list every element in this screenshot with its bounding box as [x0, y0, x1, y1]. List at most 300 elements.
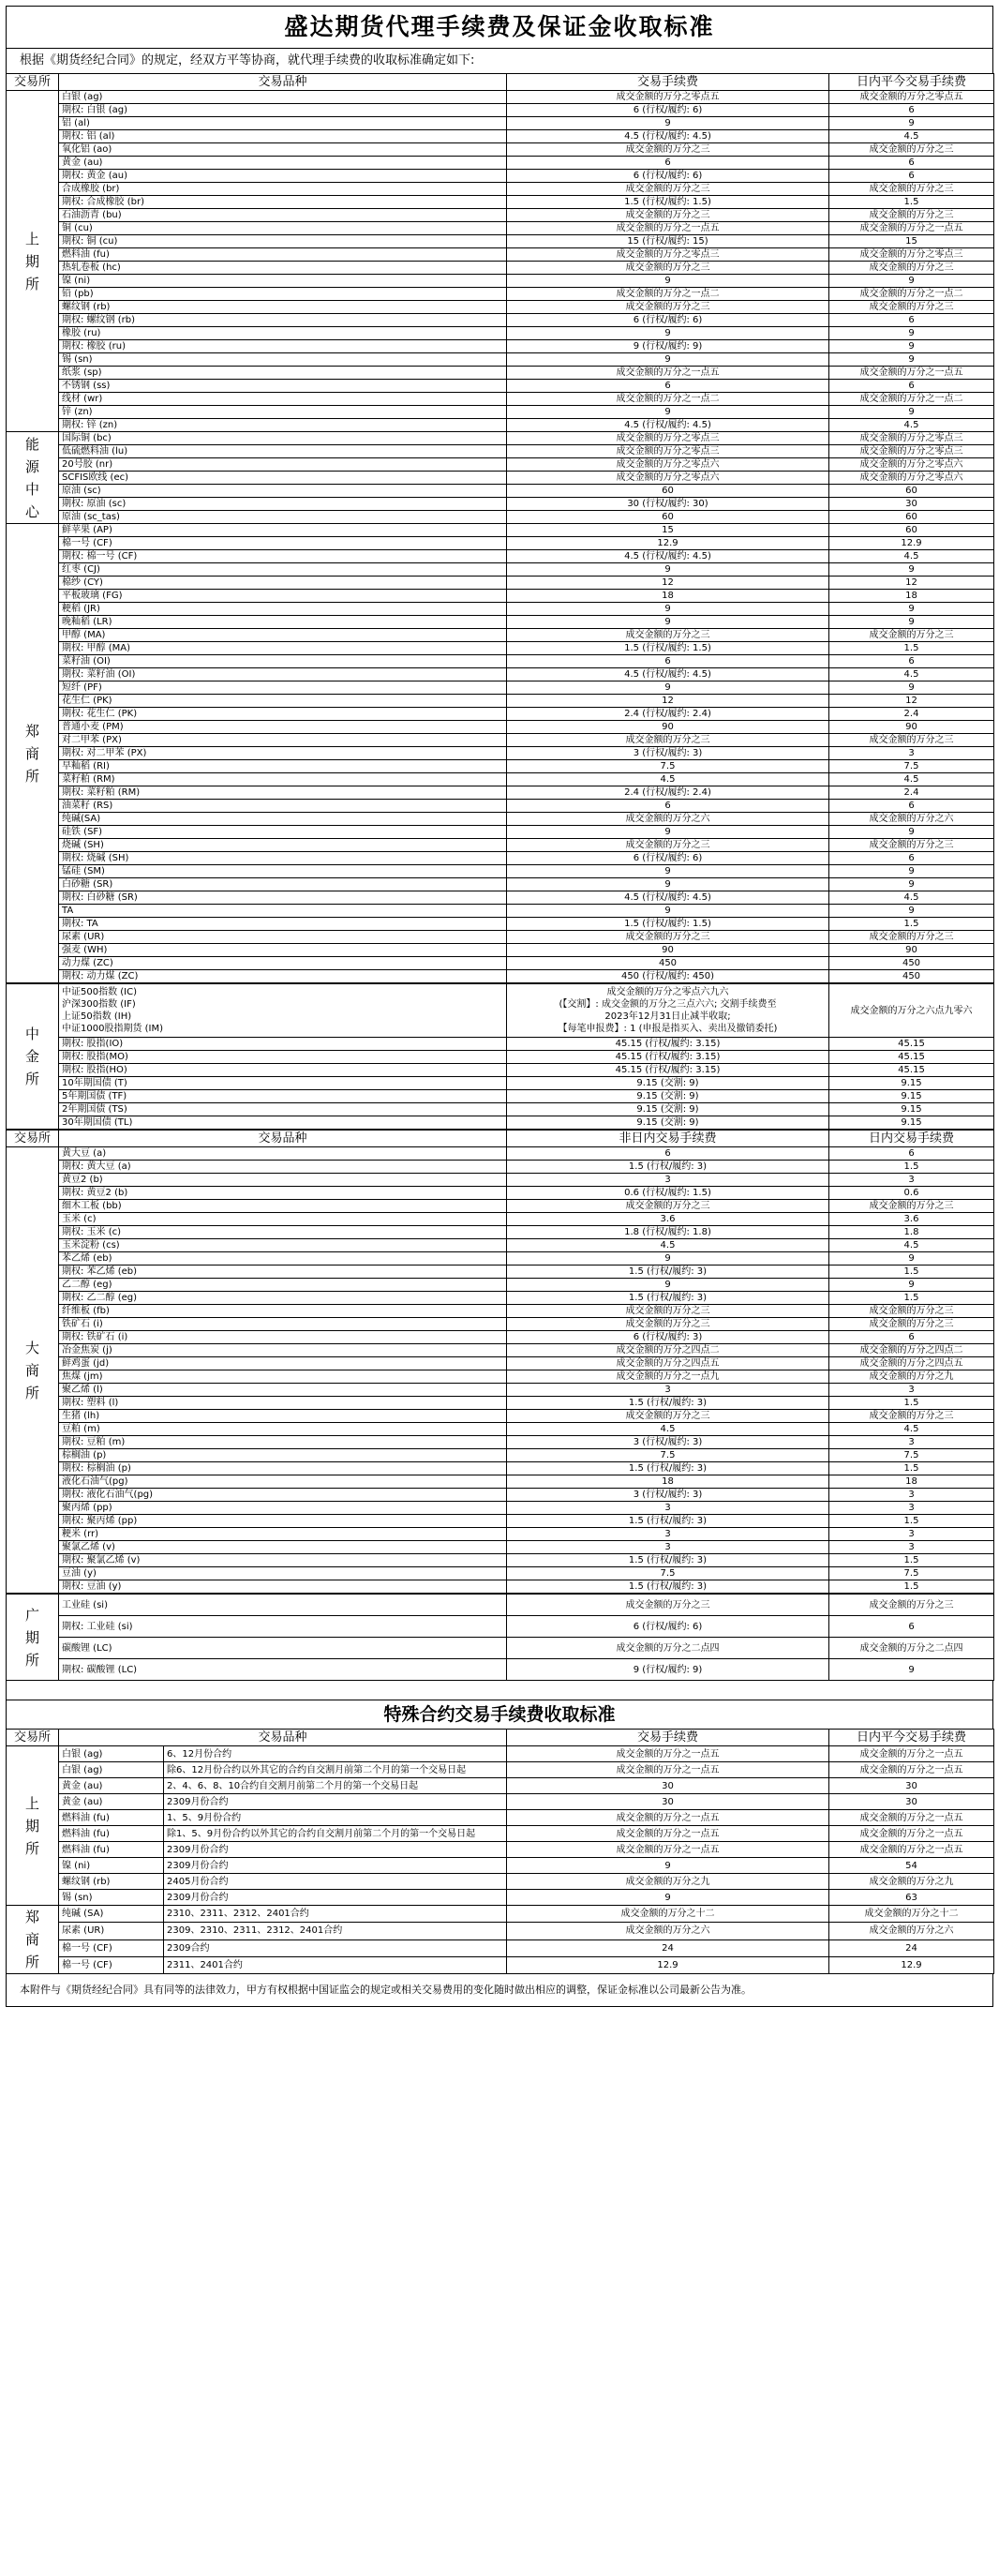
- table-row: [7, 1475, 994, 1489]
- product-cell: 线材 (wr): [59, 393, 507, 406]
- product-cell: 期权: 橡胶 (ru): [59, 340, 507, 353]
- fee-cell: 9: [507, 275, 829, 288]
- product-cell: 期权: 螺纹钢 (rb): [59, 314, 507, 327]
- intraday-fee-cell: 4.5: [829, 891, 994, 905]
- table-row: [7, 1541, 994, 1554]
- table-row: [7, 878, 994, 891]
- product-cell: 苯乙烯 (eb): [59, 1252, 507, 1266]
- product-cell: 期权: 铝 (al): [59, 130, 507, 143]
- fee-cell: 6 (行权/履约: 6): [507, 852, 829, 865]
- fee-cell: 60: [507, 511, 829, 524]
- intraday-fee-cell: 4.5: [829, 419, 994, 432]
- fee-cell: 450 (行权/履约: 450): [507, 970, 829, 983]
- fee-cell: 成交金额的万分之一点五: [507, 222, 829, 235]
- intraday-fee-cell: 450: [829, 957, 994, 970]
- exchange-cell: [7, 984, 59, 1130]
- product-cell: 晚籼稻 (LR): [59, 616, 507, 629]
- intraday-fee-cell: 成交金额的万分之一点五: [829, 1762, 994, 1778]
- contract-cell: 除6、12月份合约以外其它的合约自交割月前第二个月的第一个交易日起: [164, 1762, 507, 1778]
- table-row: [7, 367, 994, 380]
- intraday-fee-cell: 成交金额的万分之零点六: [829, 458, 994, 472]
- intraday-fee-cell: 9: [829, 1659, 994, 1681]
- product-cell: 期权: 豆油 (y): [59, 1580, 507, 1594]
- intraday-fee-cell: 63: [829, 1890, 994, 1906]
- fee-cell: 3: [507, 1502, 829, 1515]
- fee-cell: 12: [507, 577, 829, 590]
- product-cell: 燃料油 (fu): [59, 248, 507, 262]
- product-cell: 2年期国债 (TS): [59, 1103, 507, 1116]
- index-product: 上证50指数 (IH): [62, 1011, 132, 1022]
- fee-cell: 6 (行权/履约: 3): [507, 1331, 829, 1344]
- main-fee-table: [6, 73, 994, 983]
- table-row: [7, 760, 994, 773]
- intraday-fee-cell: 45.15: [829, 1064, 994, 1077]
- product-cell: 期权: 液化石油气(pg): [59, 1489, 507, 1502]
- fee-cell: 成交金额的万分之一点五: [507, 1762, 829, 1778]
- product-cell: 铅 (pb): [59, 288, 507, 301]
- fee-cell: 成交金额的万分之六: [507, 813, 829, 826]
- intraday-fee-cell: 12: [829, 577, 994, 590]
- product-cell: 硅铁 (SF): [59, 826, 507, 839]
- intraday-fee-cell: 6: [829, 1331, 994, 1344]
- fee-cell: 1.5 (行权/履约: 3): [507, 1161, 829, 1174]
- product-cell: 白砂糖 (SR): [59, 878, 507, 891]
- fee-cell: 成交金额的万分之三: [507, 262, 829, 275]
- intraday-fee-cell: 成交金额的万分之三: [829, 1410, 994, 1423]
- fee-cell: 18: [507, 590, 829, 603]
- fee-cell: 6 (行权/履约: 6): [507, 104, 829, 117]
- product-cell: 铁矿石 (i): [59, 1318, 507, 1331]
- table-row: [7, 248, 994, 262]
- product-cell: [59, 984, 507, 1038]
- fee-cell: 9 (行权/履约: 9): [507, 1659, 829, 1681]
- product-cell: 黄金 (au): [59, 157, 507, 170]
- table-row: [7, 1746, 994, 1762]
- fee-cell: 1.5 (行权/履约: 3): [507, 1554, 829, 1567]
- product-cell: 期权: 塑料 (l): [59, 1397, 507, 1410]
- fee-cell: 4.5 (行权/履约: 4.5): [507, 891, 829, 905]
- table-row: [7, 511, 994, 524]
- product-cell: 纯碱 (SA): [59, 1906, 164, 1923]
- fee-cell: 1.8 (行权/履约: 1.8): [507, 1226, 829, 1239]
- intraday-fee-cell: 2.4: [829, 708, 994, 721]
- intraday-fee-cell: 9: [829, 353, 994, 367]
- exchange-name: 广期所: [24, 1606, 39, 1669]
- table-row: [7, 458, 994, 472]
- table-row: [7, 1810, 994, 1826]
- table-row: [7, 747, 994, 760]
- fee-cell: 3 (行权/履约: 3): [507, 1436, 829, 1449]
- product-cell: 烧碱 (SH): [59, 839, 507, 852]
- fee-cell: 45.15 (行权/履约: 3.15): [507, 1051, 829, 1064]
- exchange-name: 大商所: [24, 1339, 39, 1401]
- product-cell: 白银 (ag): [59, 1762, 164, 1778]
- table-row: [7, 1331, 994, 1344]
- table-row: [7, 1279, 994, 1292]
- intraday-fee-cell: 6: [829, 852, 994, 865]
- intraday-fee-cell: 9: [829, 563, 994, 577]
- product-cell: 普通小麦 (PM): [59, 721, 507, 734]
- table-row: [7, 786, 994, 800]
- fee-cell: 6: [507, 380, 829, 393]
- exchange-cell: [7, 1147, 59, 1594]
- intraday-fee-cell: 3: [829, 1174, 994, 1187]
- product-cell: 铜 (cu): [59, 222, 507, 235]
- table-row: [7, 183, 994, 196]
- product-cell: 棉一号 (CF): [59, 537, 507, 550]
- intraday-fee-cell: 6: [829, 1147, 994, 1161]
- product-cell: 期权: 棉一号 (CF): [59, 550, 507, 563]
- table-row: [7, 1939, 994, 1956]
- fee-cell: 1.5 (行权/履约: 3): [507, 1397, 829, 1410]
- product-cell: 锡 (sn): [59, 353, 507, 367]
- product-cell: 短纤 (PF): [59, 681, 507, 695]
- intraday-fee-cell: 15: [829, 235, 994, 248]
- fee-cell: 1.5 (行权/履约: 3): [507, 1292, 829, 1305]
- header-exchange: 交易所: [7, 1730, 59, 1746]
- table-row: [7, 1226, 994, 1239]
- product-cell: 黄金 (au): [59, 1778, 164, 1794]
- fee-cell: 成交金额的万分之三: [507, 1318, 829, 1331]
- fee-cell: 成交金额的万分之一点五: [507, 367, 829, 380]
- fee-cell: 4.5: [507, 1423, 829, 1436]
- intraday-fee-cell: 成交金额的万分之四点二: [829, 1344, 994, 1357]
- table-row: [7, 681, 994, 695]
- product-cell: 白银 (ag): [59, 1746, 164, 1762]
- table-row: [7, 1174, 994, 1187]
- product-cell: 期权: 铁矿石 (i): [59, 1331, 507, 1344]
- product-cell: 乙二醇 (eg): [59, 1279, 507, 1292]
- exchange-name: 中金所: [24, 1026, 39, 1087]
- intraday-fee-cell: 24: [829, 1939, 994, 1956]
- fee-cell: 30: [507, 1778, 829, 1794]
- product-cell: 20号胶 (nr): [59, 458, 507, 472]
- intraday-fee-cell: 7.5: [829, 1449, 994, 1462]
- fee-cell: 成交金额的万分之零点三: [507, 445, 829, 458]
- table-row: [7, 301, 994, 314]
- product-cell: 期权: 黄豆2 (b): [59, 1187, 507, 1200]
- intraday-fee-cell: 9.15: [829, 1116, 994, 1130]
- fee-cell: 9: [507, 327, 829, 340]
- intraday-fee-cell: 成交金额的万分之零点三: [829, 432, 994, 445]
- fee-cell: 成交金额的万分之三: [507, 629, 829, 642]
- header-exchange: 交易所: [7, 74, 59, 91]
- fee-cell: 6: [507, 655, 829, 668]
- product-cell: 期权: 豆粕 (m): [59, 1436, 507, 1449]
- fee-cell: 3 (行权/履约: 3): [507, 747, 829, 760]
- table-row: [7, 1064, 994, 1077]
- table-row: [7, 603, 994, 616]
- exchange-cell: [7, 1746, 59, 1906]
- intraday-fee-cell: 成交金额的万分之一点二: [829, 393, 994, 406]
- table-row: [7, 1489, 994, 1502]
- intraday-fee-cell: 成交金额的万分之一点五: [829, 222, 994, 235]
- table-row: [7, 275, 994, 288]
- product-cell: 期权: 碳酸锂 (LC): [59, 1659, 507, 1681]
- fee-cell: 9.15 (交割: 9): [507, 1090, 829, 1103]
- table-row: [7, 419, 994, 432]
- table-row: [7, 1051, 994, 1064]
- fee-cell: 成交金额的万分之三: [507, 931, 829, 944]
- table-row: [7, 1890, 994, 1906]
- table-row: [7, 1502, 994, 1515]
- contract-cell: 2309月份合约: [164, 1858, 507, 1874]
- intraday-fee-cell: 1.5: [829, 642, 994, 655]
- intraday-fee-cell: 成交金额的万分之三: [829, 301, 994, 314]
- table-row: [7, 445, 994, 458]
- table-row: [7, 1357, 994, 1370]
- table-row: [7, 550, 994, 563]
- product-cell: 30年期国债 (TL): [59, 1116, 507, 1130]
- table-row: [7, 1595, 994, 1616]
- intraday-fee-cell: 9: [829, 603, 994, 616]
- fee-cell: 12.9: [507, 537, 829, 550]
- table-row: [7, 353, 994, 367]
- table-row: [7, 984, 994, 1038]
- table-row: [7, 1956, 994, 1973]
- intraday-fee-cell: 成交金额的万分之三: [829, 1318, 994, 1331]
- table-row: [7, 1554, 994, 1567]
- product-cell: 燃料油 (fu): [59, 1842, 164, 1858]
- table-row: [7, 209, 994, 222]
- table-row: [7, 629, 994, 642]
- table-row: [7, 157, 994, 170]
- product-cell: 鲜鸡蛋 (jd): [59, 1357, 507, 1370]
- fee-cell: 成交金额的万分之四点五: [507, 1357, 829, 1370]
- intraday-fee-cell: 9.15: [829, 1090, 994, 1103]
- fee-cell: 3: [507, 1174, 829, 1187]
- fee-cell: 1.5 (行权/履约: 3): [507, 1580, 829, 1594]
- intraday-fee-cell: 成交金额的万分之三: [829, 931, 994, 944]
- fee-cell: 3: [507, 1384, 829, 1397]
- fee-cell: 成交金额的万分之三: [507, 1200, 829, 1213]
- fee-cell: 12: [507, 695, 829, 708]
- product-cell: 期权: 白砂糖 (SR): [59, 891, 507, 905]
- product-cell: 聚氯乙烯 (v): [59, 1541, 507, 1554]
- table-row: [7, 1103, 994, 1116]
- fee-cell: 成交金额的万分之零点三: [507, 248, 829, 262]
- intraday-fee-cell: 9: [829, 905, 994, 918]
- intraday-fee-cell: 60: [829, 485, 994, 498]
- product-cell: 期权: 黄金 (au): [59, 170, 507, 183]
- fee-cell: 成交金额的万分之三: [507, 839, 829, 852]
- table-row: [7, 773, 994, 786]
- intraday-fee-cell: 1.5: [829, 1161, 994, 1174]
- fee-cell: 24: [507, 1939, 829, 1956]
- fee-cell: 9: [507, 905, 829, 918]
- intraday-fee-cell: 12.9: [829, 537, 994, 550]
- table-row: [7, 957, 994, 970]
- intraday-fee-cell: 成交金额的万分之六: [829, 813, 994, 826]
- product-cell: 期权: 苯乙烯 (eb): [59, 1266, 507, 1279]
- table-row: [7, 1318, 994, 1331]
- intraday-fee-cell: 30: [829, 498, 994, 511]
- table-row: [7, 406, 994, 419]
- intraday-fee-cell: 9.15: [829, 1103, 994, 1116]
- intraday-fee-cell: 12: [829, 695, 994, 708]
- fee-cell: 7.5: [507, 1567, 829, 1580]
- product-cell: 期权: 烧碱 (SH): [59, 852, 507, 865]
- product-cell: 期权: 股指(HO): [59, 1064, 507, 1077]
- contract-cell: 2310、2311、2312、2401合约: [164, 1906, 507, 1923]
- fee-line: 2023年12月31日止减半收取;: [604, 1011, 731, 1022]
- fee-cell: 4.5: [507, 1239, 829, 1252]
- product-cell: 甲醇 (MA): [59, 629, 507, 642]
- exchange-cell: [7, 1906, 59, 1974]
- table-row: [7, 1423, 994, 1436]
- intraday-fee-cell: 0.6: [829, 1187, 994, 1200]
- fee-cell: 7.5: [507, 1449, 829, 1462]
- table-row: [7, 655, 994, 668]
- header-fee: 交易手续费: [507, 74, 829, 91]
- intraday-fee-cell: 7.5: [829, 1567, 994, 1580]
- intraday-fee-cell: 450: [829, 970, 994, 983]
- table-row: [7, 393, 994, 406]
- intraday-fee-cell: 9: [829, 1279, 994, 1292]
- intraday-fee-cell: 4.5: [829, 1423, 994, 1436]
- intraday-fee-cell: 3: [829, 1384, 994, 1397]
- fee-cell: 2.4 (行权/履约: 2.4): [507, 708, 829, 721]
- intraday-fee-cell: 1.5: [829, 1580, 994, 1594]
- product-cell: 棉一号 (CF): [59, 1956, 164, 1973]
- contract-cell: 2309合约: [164, 1939, 507, 1956]
- product-cell: 氧化铝 (ao): [59, 143, 507, 157]
- fee-cell: 45.15 (行权/履约: 3.15): [507, 1064, 829, 1077]
- table-row: [7, 1858, 994, 1874]
- table-row: [7, 432, 994, 445]
- table-row: [7, 498, 994, 511]
- intraday-fee-cell: 4.5: [829, 550, 994, 563]
- product-cell: 期权: 铜 (cu): [59, 235, 507, 248]
- intraday-fee-cell: 9: [829, 117, 994, 130]
- product-cell: 玉米淀粉 (cs): [59, 1239, 507, 1252]
- product-cell: 螺纹钢 (rb): [59, 1874, 164, 1890]
- fee-line: 【每笔申报费】: 1 (申报是指买入、卖出及撤销委托): [558, 1024, 778, 1034]
- intraday-fee-cell: 3: [829, 1436, 994, 1449]
- product-cell: 期权: 黄大豆 (a): [59, 1161, 507, 1174]
- product-cell: 期权: 甲醇 (MA): [59, 642, 507, 655]
- table-row: [7, 865, 994, 878]
- product-cell: 橡胶 (ru): [59, 327, 507, 340]
- index-product: 中证500指数 (IC): [62, 987, 137, 997]
- fee-cell: 45.15 (行权/履约: 3.15): [507, 1038, 829, 1051]
- table-row: [7, 117, 994, 130]
- product-cell: 期权: 股指(IO): [59, 1038, 507, 1051]
- table-row: [7, 1794, 994, 1810]
- fee-cell: 成交金额的万分之三: [507, 734, 829, 747]
- table-row: [7, 695, 994, 708]
- intraday-fee-cell: 30: [829, 1778, 994, 1794]
- fee-cell: 成交金额的万分之一点五: [507, 1746, 829, 1762]
- fee-cell: 3: [507, 1528, 829, 1541]
- fee-cell: 成交金额的万分之二点四: [507, 1638, 829, 1659]
- table-row: [7, 1659, 994, 1681]
- intraday-fee-cell: 6: [829, 380, 994, 393]
- intraday-fee-cell: 3: [829, 1502, 994, 1515]
- product-cell: 冶金焦炭 (j): [59, 1344, 507, 1357]
- table-row: [7, 524, 994, 537]
- table-row: [7, 1778, 994, 1794]
- product-cell: 细木工板 (bb): [59, 1200, 507, 1213]
- fee-cell: 0.6 (行权/履约: 1.5): [507, 1187, 829, 1200]
- intraday-fee-cell: 成交金额的万分之零点三: [829, 248, 994, 262]
- product-cell: 期权: 花生仁 (PK): [59, 708, 507, 721]
- table-row: [7, 1187, 994, 1200]
- fee-cell: 6 (行权/履约: 6): [507, 314, 829, 327]
- fee-cell: 9 (行权/履约: 9): [507, 340, 829, 353]
- table-row: [7, 891, 994, 905]
- intraday-fee-cell: 60: [829, 511, 994, 524]
- fee-cell: 90: [507, 944, 829, 957]
- table-row: [7, 1842, 994, 1858]
- product-cell: 棉一号 (CF): [59, 1939, 164, 1956]
- fee-cell: 4.5: [507, 773, 829, 786]
- product-cell: 油菜籽 (RS): [59, 800, 507, 813]
- intraday-fee-cell: 成交金额的万分之九: [829, 1874, 994, 1890]
- product-cell: 聚丙烯 (pp): [59, 1502, 507, 1515]
- product-cell: 白银 (ag): [59, 91, 507, 104]
- product-cell: 黄大豆 (a): [59, 1147, 507, 1161]
- intraday-fee-cell: 成交金额的万分之三: [829, 1595, 994, 1616]
- intraday-fee-cell: 成交金额的万分之九: [829, 1370, 994, 1384]
- intraday-fee-cell: 成交金额的万分之一点五: [829, 1810, 994, 1826]
- fee-cell: 成交金额的万分之一点五: [507, 1842, 829, 1858]
- table-row: [7, 970, 994, 983]
- product-cell: 5年期国债 (TF): [59, 1090, 507, 1103]
- table-row: [7, 1515, 994, 1528]
- intraday-fee-cell: 3: [829, 1541, 994, 1554]
- fee-cell: 成交金额的万分之零点五: [507, 91, 829, 104]
- product-cell: 黄豆2 (b): [59, 1174, 507, 1187]
- page-title: 盛达期货代理手续费及保证金收取标准: [6, 6, 993, 48]
- table-row: [7, 708, 994, 721]
- table-row: [7, 327, 994, 340]
- intraday-fee-cell: 成交金额的万分之三: [829, 629, 994, 642]
- table-row: [7, 485, 994, 498]
- intraday-fee-cell: 9: [829, 878, 994, 891]
- product-cell: 国际铜 (bc): [59, 432, 507, 445]
- product-cell: 菜籽油 (OI): [59, 655, 507, 668]
- intraday-fee-cell: 成交金额的万分之一点五: [829, 1746, 994, 1762]
- fee-cell: 成交金额的万分之零点三: [507, 432, 829, 445]
- table-row: [7, 1567, 994, 1580]
- exchange-name: 上期所: [24, 230, 39, 292]
- product-cell: 玉米 (c): [59, 1213, 507, 1226]
- fee-cell: 成交金额的万分之零点六: [507, 472, 829, 485]
- intraday-fee-cell: 成交金额的万分之十二: [829, 1906, 994, 1923]
- table-row: [7, 472, 994, 485]
- product-cell: 动力煤 (ZC): [59, 957, 507, 970]
- fee-cell: 9: [507, 681, 829, 695]
- intraday-fee-cell: 4.5: [829, 130, 994, 143]
- special-title: 特殊合约交易手续费收取标准: [6, 1700, 993, 1729]
- product-cell: 10年期国债 (T): [59, 1077, 507, 1090]
- intraday-fee-cell: 6: [829, 104, 994, 117]
- table-row: [7, 852, 994, 865]
- table-row: [7, 1462, 994, 1475]
- product-cell: 螺纹钢 (rb): [59, 301, 507, 314]
- intraday-fee-cell: 9.15: [829, 1077, 994, 1090]
- table-row: [7, 1528, 994, 1541]
- product-cell: 尿素 (UR): [59, 931, 507, 944]
- product-cell: 尿素 (UR): [59, 1923, 164, 1939]
- product-cell: SCFIS欧线 (ec): [59, 472, 507, 485]
- table-row: [7, 826, 994, 839]
- fee-cell: 9: [507, 603, 829, 616]
- table-row: [7, 1344, 994, 1357]
- intraday-fee-cell: 成交金额的万分之二点四: [829, 1638, 994, 1659]
- exchange-name: 上期所: [24, 1794, 39, 1857]
